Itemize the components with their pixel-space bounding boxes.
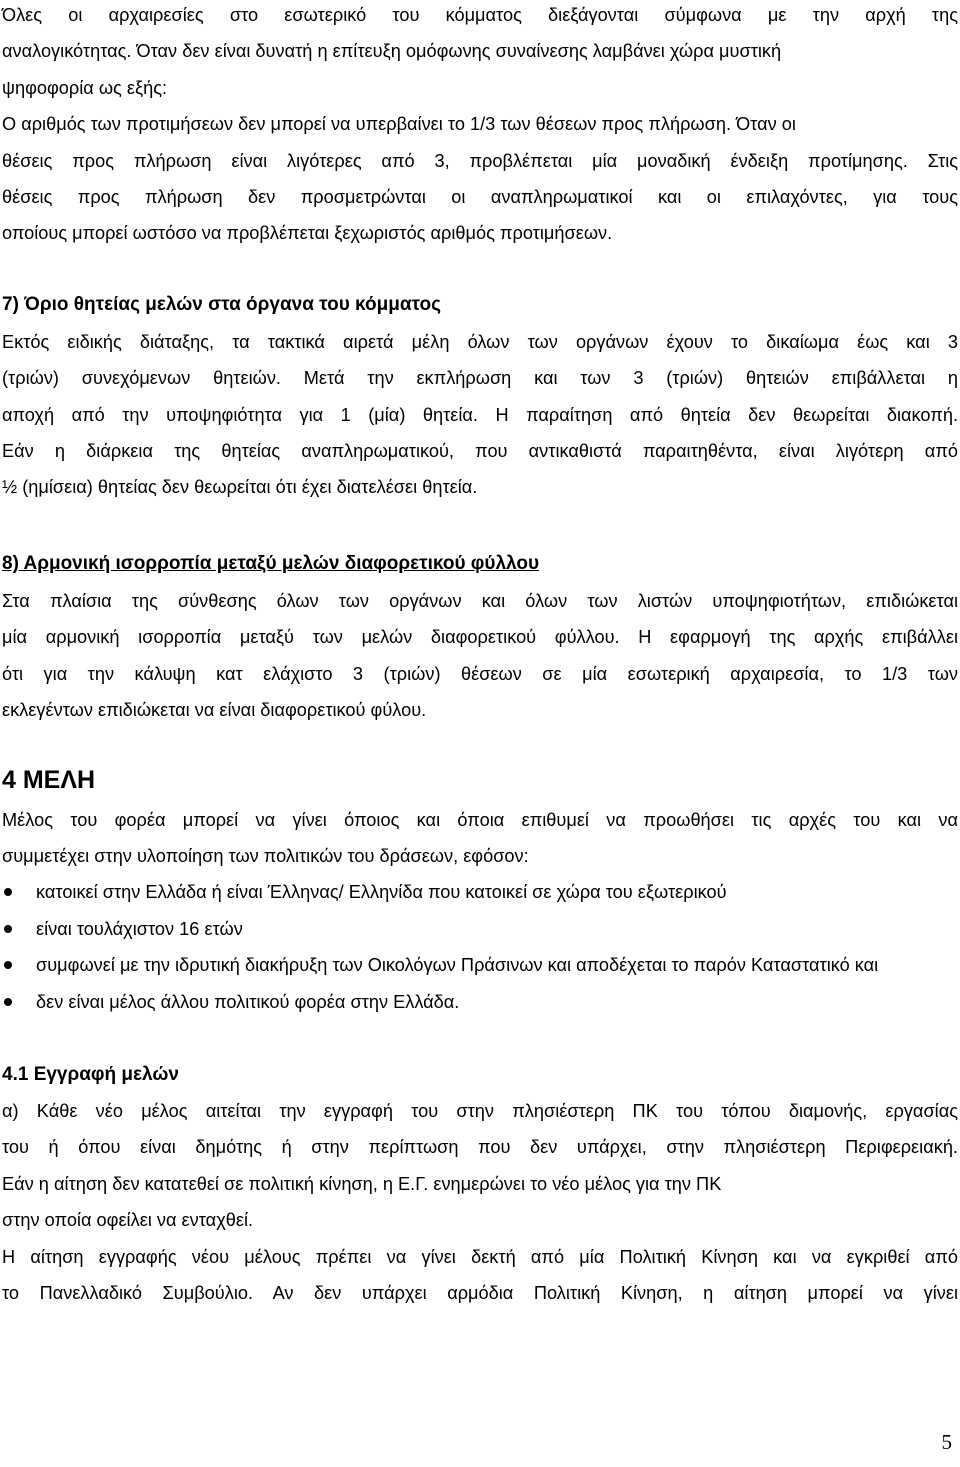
text-line: συμφωνεί με την ιδρυτική διακήρυξη των Οικολόγων Πράσινων και αποδέχεται το παρόν — [36, 955, 746, 976]
text-line: κατοικεί στην Ελλάδα ή είναι Έλληνας/ Ελληνίδα που κατοικεί σε χώρα του εξωτερικού — [36, 882, 727, 903]
text-line: ότι για την κάλυψη κατ ελάχιστο 3 (τριών) θέσεων σε μία εσωτερική αρχαιρεσία, το 1/3 των — [2, 663, 958, 684]
section-4-1-paragraph — [2, 1093, 958, 1311]
text-line: είναι τουλάχιστον 16 ετών — [36, 918, 243, 939]
section-4-paragraph — [2, 802, 958, 875]
text-line: ψηφοφορία ως εξής: — [2, 77, 168, 98]
section-7-paragraph — [2, 324, 958, 506]
list-item — [2, 874, 958, 910]
text-line: ½ (ημίσεια) θητείας δεν θεωρείται ότι έχει διατελέσει θητεία. — [2, 477, 478, 498]
text-line: Εάν η αίτηση δεν κατατεθεί σε πολιτική κίνηση, η Ε.Γ. ενημερώνει το νέο μέλος για την ΠΚ — [2, 1173, 722, 1194]
text-line: αναλογικότητας. Όταν δεν είναι δυνατή η επίτευξη ομόφωνης συναίνεσης λαμβάνει χώρα μυστική — [2, 41, 782, 62]
section-4-1-heading: 4.1 Εγγραφή μελών — [2, 1063, 180, 1085]
text-line: το Πανελλαδικό Συμβούλιο. Αν δεν υπάρχει αρμόδια Πολιτική Κίνηση, η αίτηση μπορεί να γίνει — [2, 1282, 958, 1303]
text-line: Εάν η διάρκεια της θητείας αναπληρωματικού, που αντικαθιστά παραιτηθέντα, είναι λιγότερη από — [2, 441, 958, 462]
list-item — [2, 984, 958, 1020]
text-line: αποχή από την υποψηφιότητα για 1 (μία) θητεία. Η παραίτηση από θητεία δεν θεωρείται διακοπή. — [2, 404, 958, 425]
text-line: α) Κάθε νέο μέλος αιτείται την εγγραφή του στην πλησιέστερη ΠΚ του τόπου διαμονής, εργασίας — [2, 1100, 958, 1121]
bullet-icon — [4, 925, 12, 933]
text-line: συμμετέχει στην υλοποίηση των πολιτικών του δράσεων, εφόσον: — [2, 845, 529, 866]
section-4-heading: 4 ΜΕΛΗ — [2, 765, 96, 794]
text-line: θέσεις προς πλήρωση είναι λιγότερες από 3, προβλέπεται μία μοναδική ένδειξη προτίμησης. Στις — [2, 150, 958, 171]
text-line: στην οποία οφείλει να ενταχθεί. — [2, 1210, 254, 1231]
text-line: του ή όπου είναι δημότης ή στην περίπτωση που δεν υπάρχει, στην πλησιέστερη Περιφερειακή. — [2, 1137, 958, 1158]
document-page — [2, 0, 958, 1311]
text-line: Καταστατικό και — [750, 955, 879, 976]
text-line: Ο αριθμός των προτιμήσεων δεν μπορεί να υπερβαίνει το 1/3 των θέσεων προς πλήρωση. Όταν οι — [2, 114, 796, 135]
list-item — [2, 911, 958, 947]
section-7-heading: 7) Όριο θητείας μελών στα όργανα του κόμματος — [2, 293, 441, 315]
text-line: μία αρμονική ισορροπία μεταξύ των μελών διαφορετικού φύλλου. Η εφαρμογή της αρχής επιβάλλει — [2, 627, 958, 648]
text-line: Στα πλαίσια της σύνθεσης όλων των οργάνων και όλων των λιστών υποψηφιοτήτων, επιδιώκεται — [2, 590, 958, 611]
text-line: Εκτός ειδικής διάταξης, τα τακτικά αιρετά μέλη όλων των οργάνων έχουν το δικαίωμα έως και 3 — [2, 331, 958, 352]
membership-conditions-list — [2, 874, 958, 1020]
bullet-icon — [4, 998, 12, 1006]
text-line: Όλες οι αρχαιρεσίες στο εσωτερικό του κόμματος διεξάγονται σύμφωνα με την αρχή της — [2, 5, 958, 25]
bullet-icon — [4, 961, 12, 969]
section-8-paragraph — [2, 583, 958, 729]
text-line: Η αίτηση εγγραφής νέου μέλους πρέπει να γίνει δεκτή από μία Πολιτική Κίνηση και να εγκριθεί από — [2, 1246, 958, 1267]
text-line: οποίους μπορεί ωστόσο να προβλέπεται ξεχωριστός αριθμός προτιμήσεων. — [2, 223, 613, 244]
text-line: (τριών) συνεχόμενων θητειών. Μετά την εκπλήρωση και των 3 (τριών) θητειών επιβάλλεται η — [2, 368, 958, 389]
bullet-icon — [4, 888, 12, 896]
intro-paragraph — [2, 0, 958, 252]
text-line: δεν είναι μέλος άλλου πολιτικού φορέα στην Ελλάδα. — [36, 991, 460, 1012]
page-number: 5 — [941, 1430, 952, 1454]
list-item — [2, 947, 958, 983]
text-line: Μέλος του φορέα μπορεί να γίνει όποιος και όποια επιθυμεί να προωθήσει τις αρχές του και να — [2, 809, 958, 830]
text-line: θέσεις προς πλήρωση δεν προσμετρώνται οι αναπληρωματικοί και οι επιλαχόντες, για τους — [2, 187, 958, 208]
text-line: εκλεγέντων επιδιώκεται να είναι διαφορετικού φύλου. — [2, 700, 427, 721]
section-8-heading: 8) Αρμονική ισορροπία μεταξύ μελών διαφορετικού φύλλου — [2, 552, 540, 574]
